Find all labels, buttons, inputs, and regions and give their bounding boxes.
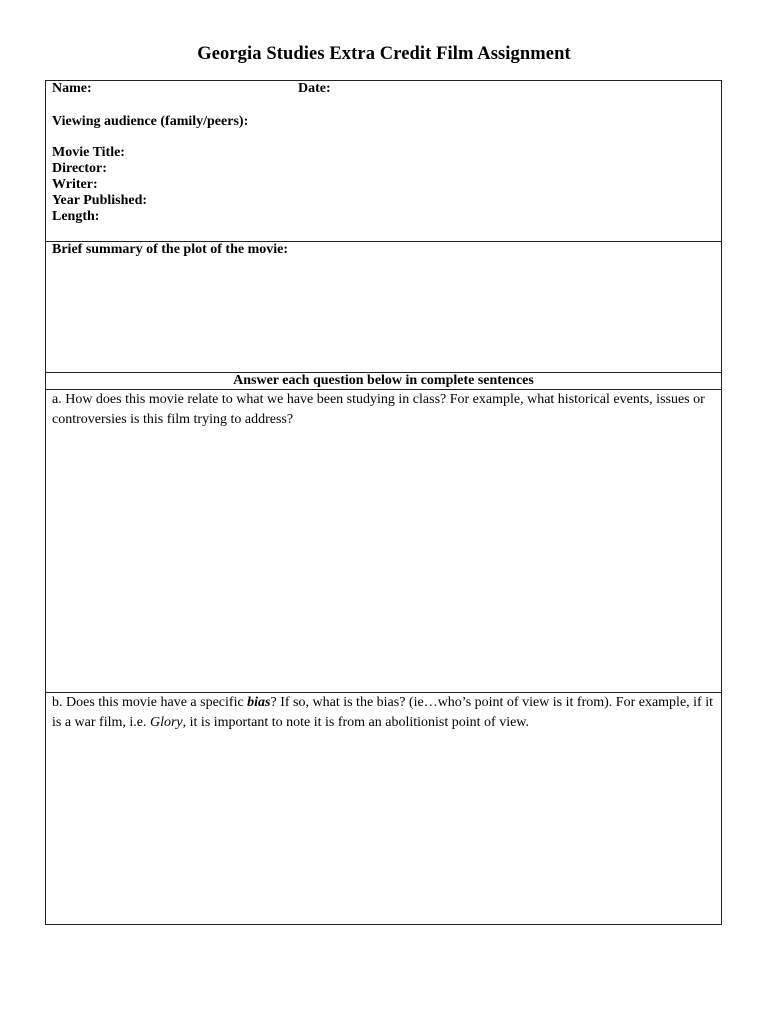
audience-field-label[interactable]: Viewing audience (family/peers): — [52, 114, 249, 129]
question-a-text: a. How does this movie relate to what we have been studying in class? For example, what historical events, issues or controversies is this film trying to address? — [52, 392, 705, 427]
page-title: Georgia Studies Extra Credit Film Assignment — [197, 44, 571, 64]
question-b-section[interactable] — [46, 693, 721, 924]
bias-emphasis: bias — [247, 695, 271, 710]
summary-label: Brief summary of the plot of the movie: — [52, 242, 289, 257]
writer-field-label[interactable]: Writer: — [52, 177, 98, 192]
length-field-label[interactable]: Length: — [52, 209, 100, 224]
question-b-part3: , it is important to note it is from an abolitionist point of view. — [182, 715, 529, 730]
question-b-part1: b. Does this movie have a specific — [52, 695, 248, 710]
question-b-text — [52, 693, 717, 733]
director-field-label[interactable]: Director: — [52, 161, 107, 176]
question-a-section[interactable] — [46, 390, 721, 693]
year-published-field-label[interactable]: Year Published: — [52, 193, 148, 208]
name-field-label[interactable]: Name: — [52, 81, 92, 96]
date-field-label[interactable]: Date: — [298, 81, 331, 96]
question-b-part2: ? If so, what is the bias? (ie…who’s point of view is it from). For example, if it is a war film, i.e. — [52, 695, 713, 730]
instructions-row — [46, 373, 721, 390]
summary-section[interactable] — [46, 242, 721, 373]
instructions-heading: Answer each question below in complete sentences — [233, 373, 534, 388]
assignment-form — [45, 80, 722, 925]
film-example: Glory — [149, 715, 183, 730]
movie-title-field-label[interactable]: Movie Title: — [52, 145, 125, 160]
info-section — [46, 81, 721, 242]
